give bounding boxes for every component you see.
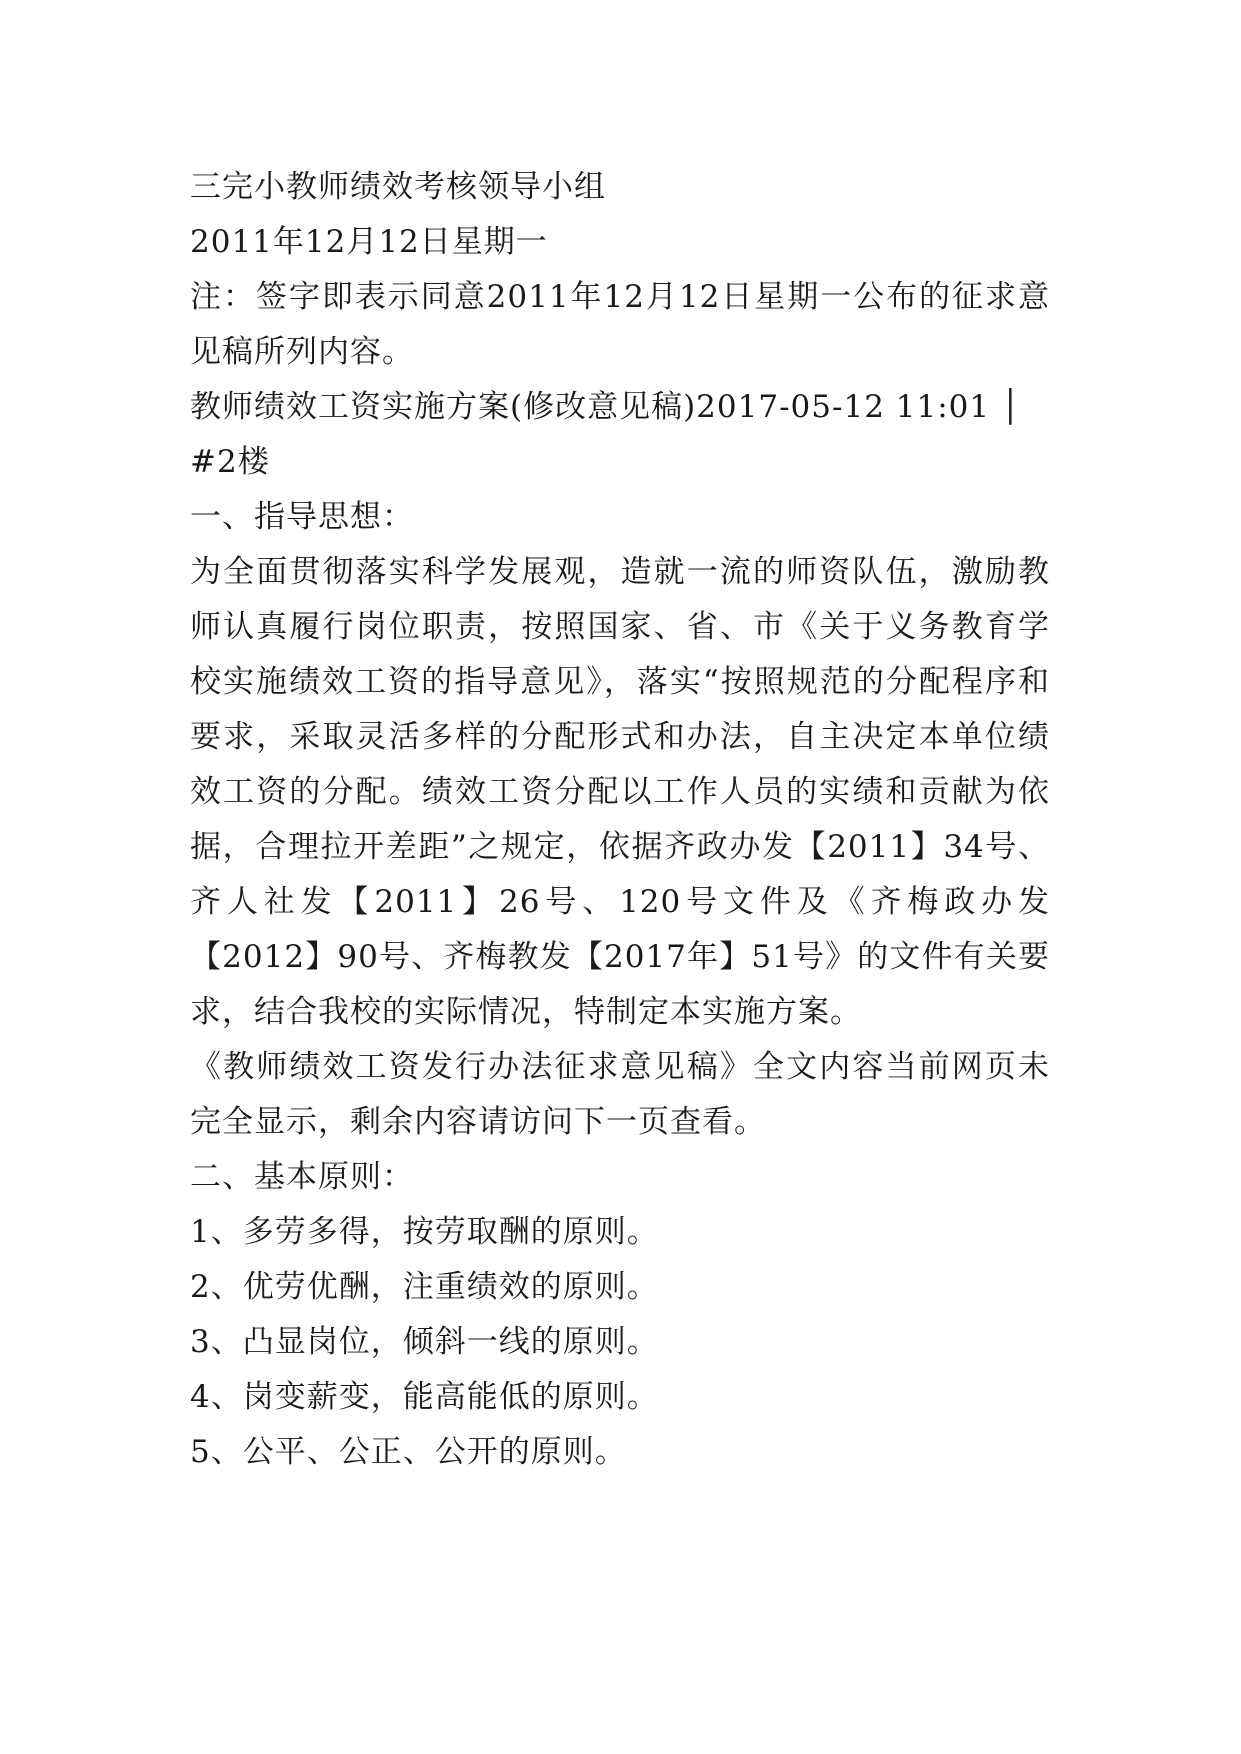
doc-title-line: 教师绩效工资实施方案(修改意见稿)2017-05-12 11:01 │ [190, 389, 1021, 425]
date-line: 2011年12月12日星期一 [190, 224, 548, 260]
signature-group: 三完小教师绩效考核领导小组 [190, 169, 606, 205]
continuation-notice: 《教师绩效工资发行办法征求意见稿》全文内容当前网页未完全显示，剩余内容请访问下一页查看。 [190, 1049, 1050, 1140]
principle-item: 5、公平、公正、公开的原则。 [190, 1434, 627, 1470]
principle-item: 4、岗变薪变，能高能低的原则。 [190, 1379, 659, 1415]
principle-item: 2、优劳优酬，注重绩效的原则。 [190, 1269, 659, 1305]
section1-body: 为全面贯彻落实科学发展观，造就一流的师资队伍，激励教师认真履行岗位职责，按照国家、省、市《关于义务教育学校实施绩效工资的指导意见》，落实“按照规范的分配程序和要求，采取灵活多样的分配形式和办法，自主决定本单位绩效工资的分配。绩效工资分配以工作人员的实绩和贡献为依据，合理拉开差距”之规定，依据齐政办发【2011】34号、齐人社发【2011】26号、120号文件及《齐梅政办发【2012】90号、齐梅教发【2017年】51号》的文件有关要求，结合我校的实际情况，特制定本实施方案。 [190, 554, 1050, 1030]
section1-heading: 一、指导思想： [190, 499, 414, 535]
principle-item: 3、凸显岗位，倾斜一线的原则。 [190, 1324, 659, 1360]
document-page [190, 160, 1050, 1480]
floor-label: #2楼 [190, 444, 270, 480]
signature-note: 注：签字即表示同意2011年12月12日星期一公布的征求意见稿所列内容。 [190, 279, 1050, 370]
section2-heading: 二、基本原则： [190, 1159, 414, 1195]
principle-item: 1、多劳多得，按劳取酬的原则。 [190, 1214, 659, 1250]
